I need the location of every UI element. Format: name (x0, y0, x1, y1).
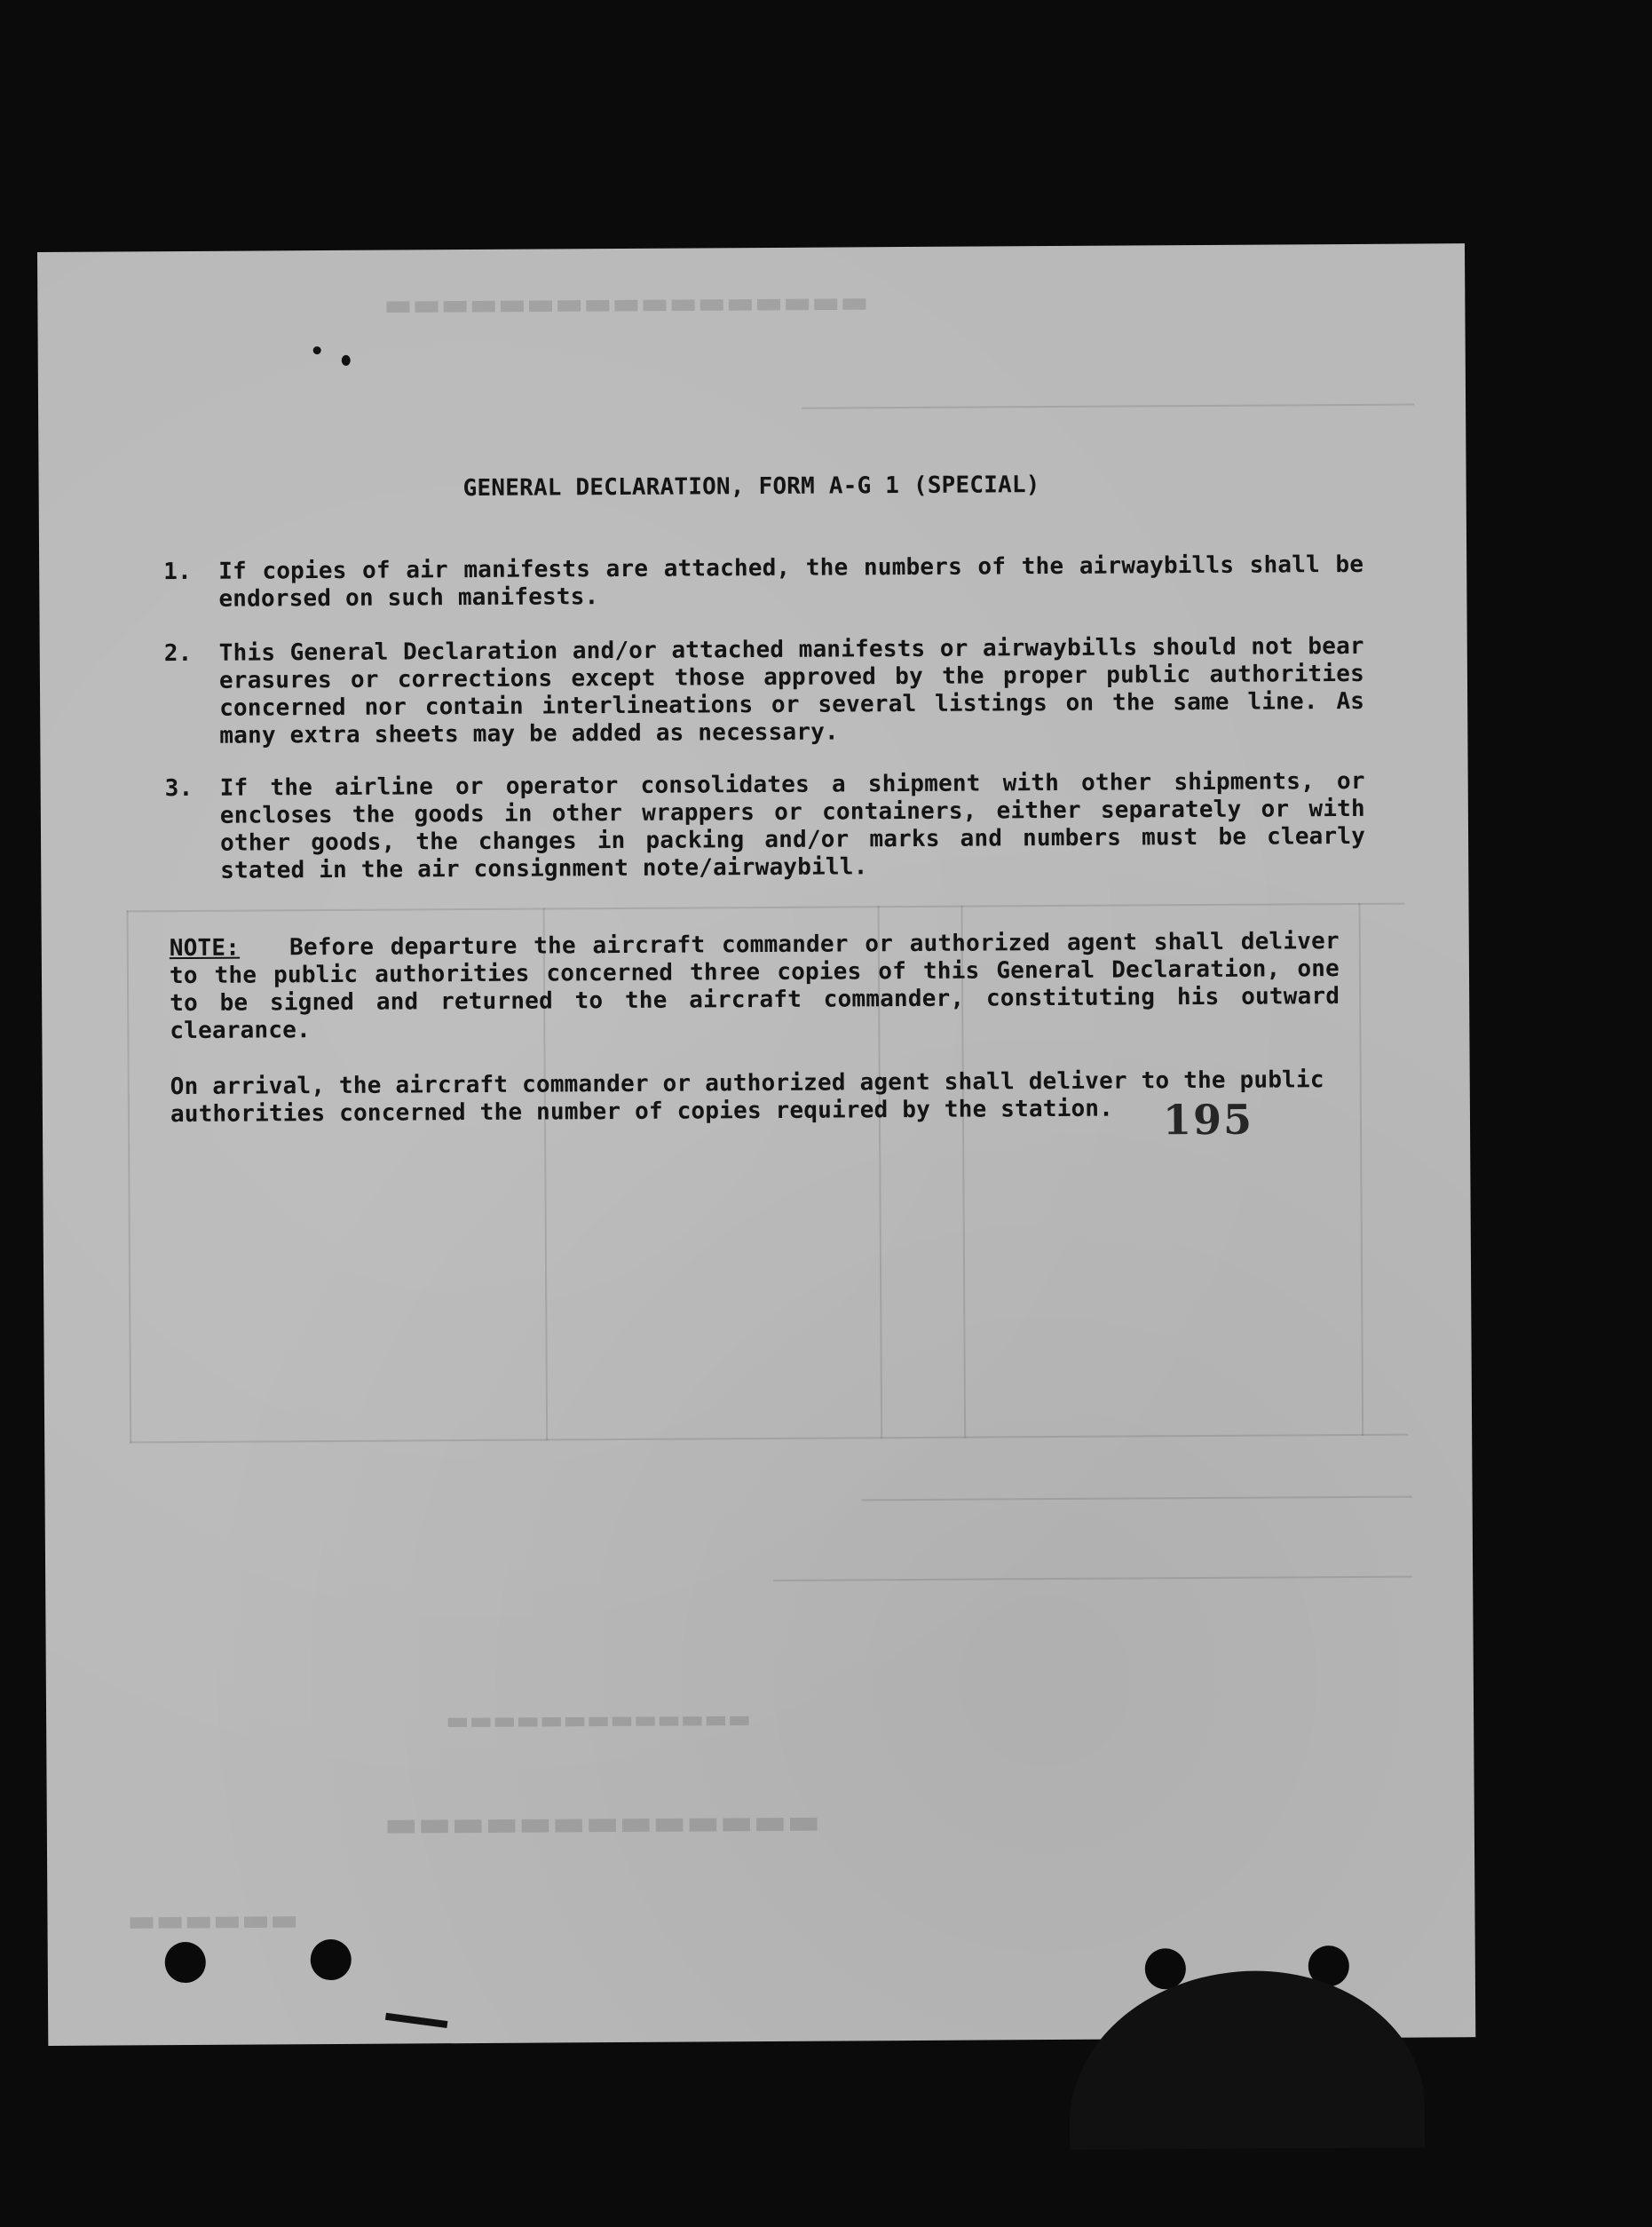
ink-speck (313, 346, 321, 354)
arrival-paragraph: On arrival, the aircraft commander or authorized agent shall deliver to the public authorities concerned the number of copies required by the station. (170, 1066, 1324, 1129)
torn-corner-shadow (1069, 1969, 1425, 2149)
item-number: 2. (163, 639, 193, 668)
bleed-through-text: ▬▬▬▬▬▬▬▬▬▬▬▬▬▬▬▬▬ (383, 284, 869, 323)
page-title: GENERAL DECLARATION, FORM A-G 1 (SPECIAL) (462, 472, 1040, 503)
stamp-number: 195 (1162, 1095, 1254, 1145)
item-text: This General Declaration and/or attached manifests or airwaybills should not bear erasures or corrections except those approved by the proper public authorities concerned nor contain interlineations or several listings on the same line. As many extra sheets may be added as necessary. (218, 632, 1365, 749)
bleed-through-rule (130, 1434, 1408, 1444)
bleed-through-text: ▬▬▬▬▬▬▬▬▬▬▬▬▬ (446, 1704, 752, 1736)
item-text: If the airline or operator consolidates a shipment with other shipments, or encloses the goods in other wrappers or containers, either separately or with other goods, the changes in packing and/or marks and numbers must be clearly stated in the air consignment note/airwaybill. (219, 767, 1366, 884)
item-number: 3. (164, 774, 194, 803)
list-item (164, 633, 1372, 756)
bleed-through-rule (127, 910, 132, 1443)
bleed-through-rule (1359, 903, 1364, 1436)
document-page (37, 243, 1475, 2046)
list-item (165, 768, 1373, 891)
list-item (163, 551, 1371, 621)
ink-speck (342, 355, 351, 366)
punch-hole (311, 1939, 352, 1980)
ink-speck (385, 2013, 447, 2028)
note-paragraph (170, 928, 1340, 1045)
bleed-through-rule (862, 1496, 1412, 1502)
note-text: Before departure the aircraft commander or authorized agent shall deliver to the public authorities concerned three copies of this General Declaration, one to be signed and returned to the aircraft commander, constituting his outward clearance. (169, 928, 1340, 1045)
bleed-through-rule (802, 404, 1414, 409)
bleed-through-text: ▬▬▬▬▬▬ (127, 1902, 299, 1939)
bleed-through-text: ▬▬▬▬▬▬▬▬▬▬▬▬▬ (383, 1801, 821, 1845)
item-text: If copies of air manifests are attached, the numbers of the airwaybills shall be endorsed on such manifests. (218, 551, 1364, 613)
bleed-through-rule (773, 1576, 1412, 1581)
note-label: NOTE: (169, 934, 241, 963)
punch-hole (165, 1942, 206, 1983)
item-number: 1. (163, 558, 193, 586)
bleed-through-rule (127, 903, 1405, 913)
